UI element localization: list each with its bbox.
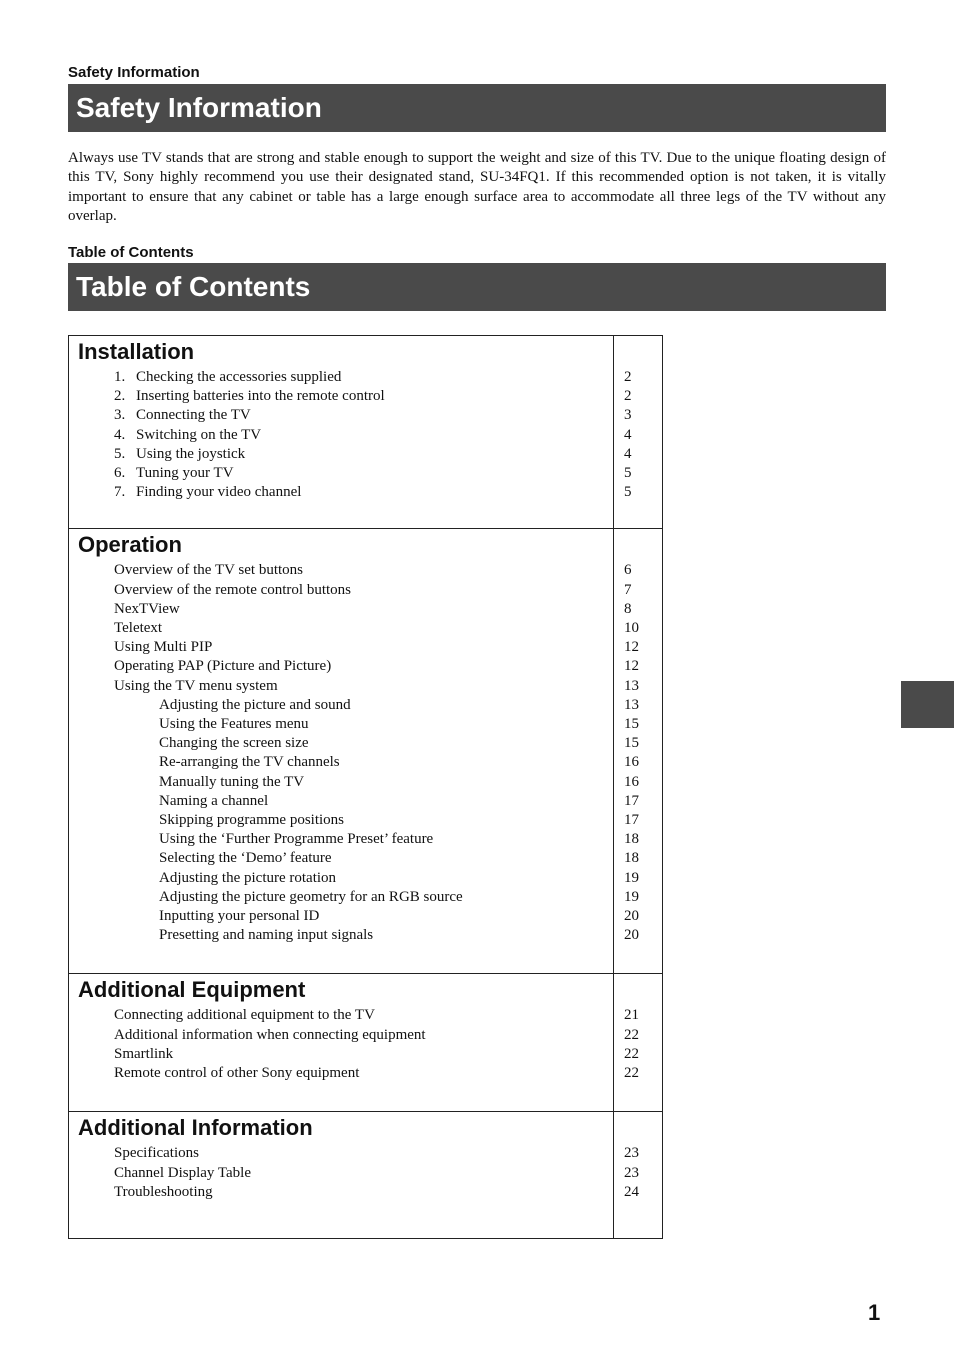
- toc-entry-page: 23: [624, 1164, 639, 1181]
- toc-entry-list: [69, 1144, 613, 1202]
- toc-section-title: Operation: [78, 532, 182, 558]
- toc-page-list: [614, 1112, 662, 1202]
- toc-entry[interactable]: [69, 753, 613, 772]
- toc-entry-page: 10: [624, 620, 639, 637]
- toc-page-cell: [614, 336, 663, 529]
- toc-entry-label: Naming a channel: [159, 792, 269, 809]
- toc-entry-page: 12: [624, 639, 639, 656]
- toc-entry-label: Selecting the ‘Demo’ feature: [159, 850, 332, 867]
- toc-entry-page: 24: [624, 1183, 639, 1200]
- toc-page-list: [614, 336, 662, 502]
- toc-entry[interactable]: [69, 581, 613, 600]
- toc-entry-page: 18: [624, 831, 639, 848]
- toc-entry-label: Skipping programme positions: [159, 812, 344, 829]
- toc-entry-label: Connecting additional equipment to the TV: [114, 1007, 375, 1024]
- toc-section-title: Additional Equipment: [78, 977, 306, 1003]
- toc-entry[interactable]: [69, 464, 613, 483]
- toc-section-row: [69, 1112, 663, 1239]
- toc-entry-label: Teletext: [114, 620, 163, 637]
- toc-entry-page: 12: [624, 658, 639, 675]
- toc-page-list: [614, 529, 662, 945]
- toc-page-cell: [614, 1112, 663, 1239]
- toc-entry[interactable]: [69, 830, 613, 849]
- toc-entry-page: 4: [624, 445, 632, 462]
- toc-entry[interactable]: [69, 426, 613, 445]
- toc-entry-list: [69, 368, 613, 502]
- toc-entry[interactable]: [69, 1183, 613, 1202]
- toc-entry-label: Overview of the remote control buttons: [114, 581, 352, 598]
- toc-entry-number: 4.: [114, 426, 126, 443]
- toc-entry-page: 13: [624, 677, 639, 694]
- toc-entry-page: 22: [624, 1065, 639, 1082]
- toc-section-cell: [69, 1112, 614, 1239]
- running-head-toc: Table of Contents: [68, 244, 194, 261]
- toc-entry-page: 5: [624, 484, 632, 501]
- toc-entry-label: Using the TV menu system: [114, 677, 278, 694]
- toc-entry[interactable]: [69, 696, 613, 715]
- toc-entry-list: [69, 561, 613, 945]
- toc-entry-label: NexTView: [114, 600, 180, 617]
- toc-entry-page: 19: [624, 869, 639, 886]
- toc-entry-page: 4: [624, 426, 632, 443]
- toc-section-cell: [69, 336, 614, 529]
- toc-entry[interactable]: [69, 1064, 613, 1083]
- toc-entry-page: 17: [624, 792, 639, 809]
- toc-entry-label: Adjusting the picture geometry for an RGB source: [159, 888, 463, 905]
- safety-title-banner: Safety Information: [68, 84, 886, 132]
- toc-entry-label: Channel Display Table: [114, 1164, 251, 1181]
- toc-entry-label: Using the Features menu: [159, 716, 309, 733]
- toc-section-row: [69, 974, 663, 1112]
- toc-entry-label: Operating PAP (Picture and Picture): [114, 658, 332, 675]
- toc-entry[interactable]: [69, 849, 613, 868]
- toc-entry-page: 2: [624, 369, 632, 385]
- toc-section-row: [69, 336, 663, 529]
- toc-entry-label: Manually tuning the TV: [159, 773, 305, 790]
- toc-entry[interactable]: [69, 907, 613, 926]
- toc-entry[interactable]: [69, 1164, 613, 1183]
- running-head-safety: Safety Information: [68, 64, 200, 81]
- toc-entry[interactable]: [69, 657, 613, 676]
- toc-page-list: [614, 974, 662, 1083]
- toc-entry-page: 15: [624, 716, 639, 733]
- safety-paragraph: Always use TV stands that are strong and stable enough to support the weight and size of this TV. Due to the unique floating design of this TV, Sony highly recommend you use their designated stand, SU-34FQ1. If this recommended option is not taken, it is vitally important to ensure that any cabinet or table has a large enough surface area to accommodate all three legs of the TV without any overlap.: [68, 150, 886, 224]
- toc-entry-page: 17: [624, 812, 639, 829]
- toc-entry-page: 22: [624, 1026, 639, 1043]
- toc-entry-label: Using the joystick: [136, 445, 246, 462]
- toc-entry-page: 21: [624, 1007, 639, 1024]
- toc-entry-number: 3.: [114, 407, 126, 424]
- toc-entry-page: 16: [624, 773, 639, 790]
- toc-entry-label: Tuning your TV: [136, 465, 234, 482]
- toc-entry-page: 23: [624, 1145, 639, 1162]
- toc-entry[interactable]: [69, 926, 613, 945]
- toc-entry-label: Switching on the TV: [136, 426, 262, 443]
- toc-entry-page: 2: [624, 388, 632, 405]
- toc-entry-page: 13: [624, 696, 639, 713]
- toc-entry-label: Checking the accessories supplied: [136, 369, 342, 385]
- toc-entry-page: 20: [624, 927, 639, 944]
- toc-entry-label: Troubleshooting: [114, 1183, 213, 1200]
- toc-entry-page: 7: [624, 581, 632, 598]
- toc-section-cell: [69, 529, 614, 974]
- toc-entry[interactable]: [69, 734, 613, 753]
- toc-table: [68, 335, 663, 1239]
- toc-entry[interactable]: [69, 792, 613, 811]
- toc-body: [69, 336, 663, 1239]
- toc-entry-label: Presetting and naming input signals: [159, 927, 374, 944]
- toc-entry-page: 6: [624, 562, 632, 579]
- toc-page-cell: [614, 529, 663, 974]
- toc-entry-number: 5.: [114, 445, 126, 462]
- toc-entry-page: 19: [624, 888, 639, 905]
- toc-entry-label: Inputting your personal ID: [159, 908, 320, 925]
- toc-entry[interactable]: [69, 677, 613, 696]
- toc-entry-page: 16: [624, 754, 639, 771]
- toc-entry-label: Re-arranging the TV channels: [159, 754, 340, 771]
- toc-entry-number: 6.: [114, 465, 126, 482]
- toc-entry-label: Connecting the TV: [136, 407, 251, 424]
- toc-entry[interactable]: [69, 869, 613, 888]
- page-number: 1: [868, 1300, 881, 1325]
- toc-entry-page: 18: [624, 850, 639, 867]
- toc-entry[interactable]: [69, 619, 613, 638]
- toc-entry[interactable]: [69, 1144, 613, 1163]
- toc-entry[interactable]: [69, 561, 613, 580]
- toc-entry-label: Smartlink: [114, 1045, 174, 1062]
- toc-entry-page: 3: [624, 407, 632, 424]
- toc-entry-label: Finding your video channel: [136, 484, 302, 501]
- toc-entry-label: Remote control of other Sony equipment: [114, 1065, 360, 1082]
- toc-entry-page: 20: [624, 908, 639, 925]
- toc-entry[interactable]: [69, 406, 613, 425]
- toc-entry-label: Inserting batteries into the remote control: [136, 388, 385, 405]
- toc-entry[interactable]: [69, 715, 613, 734]
- toc-entry-label: Additional information when connecting equipment: [114, 1026, 426, 1043]
- toc-section-row: [69, 529, 663, 974]
- toc-entry[interactable]: [69, 1026, 613, 1045]
- toc-entry-page: 15: [624, 735, 639, 752]
- toc-entry-label: Using the ‘Further Programme Preset’ feature: [159, 831, 434, 848]
- section-tab-marker: [901, 681, 954, 728]
- toc-title-banner: Table of Contents: [68, 263, 886, 311]
- toc-entry[interactable]: [69, 888, 613, 907]
- toc-entry-page: 5: [624, 465, 632, 482]
- toc-entry-label: Adjusting the picture and sound: [159, 696, 351, 713]
- toc-entry[interactable]: [69, 773, 613, 792]
- toc-entry-number: 7.: [114, 484, 126, 501]
- toc-entry-page: 22: [624, 1045, 639, 1062]
- toc-entry[interactable]: [69, 483, 613, 502]
- toc-entry[interactable]: [69, 387, 613, 406]
- toc-entry-label: Changing the screen size: [159, 735, 309, 752]
- toc-entry[interactable]: [69, 638, 613, 657]
- toc-section-title: Installation: [78, 339, 195, 364]
- toc-section-title: Additional Information: [78, 1115, 313, 1141]
- toc-entry[interactable]: [69, 445, 613, 464]
- toc-entry-label: Adjusting the picture rotation: [159, 869, 337, 886]
- toc-section-cell: [69, 974, 614, 1112]
- toc-entry-label: Overview of the TV set buttons: [114, 562, 304, 579]
- toc-entry[interactable]: [69, 1045, 613, 1064]
- toc-page-cell: [614, 974, 663, 1112]
- toc-entry-label: Using Multi PIP: [114, 639, 213, 656]
- toc-entry-list: [69, 1006, 613, 1083]
- toc-entry[interactable]: [69, 600, 613, 619]
- toc-entry-number: 2.: [114, 388, 126, 405]
- toc-entry-label: Specifications: [114, 1145, 199, 1162]
- toc-entry[interactable]: [69, 368, 613, 387]
- toc-entry[interactable]: [69, 1006, 613, 1025]
- toc-entry[interactable]: [69, 811, 613, 830]
- toc-entry-page: 8: [624, 600, 632, 617]
- toc-entry-number: 1.: [114, 369, 126, 385]
